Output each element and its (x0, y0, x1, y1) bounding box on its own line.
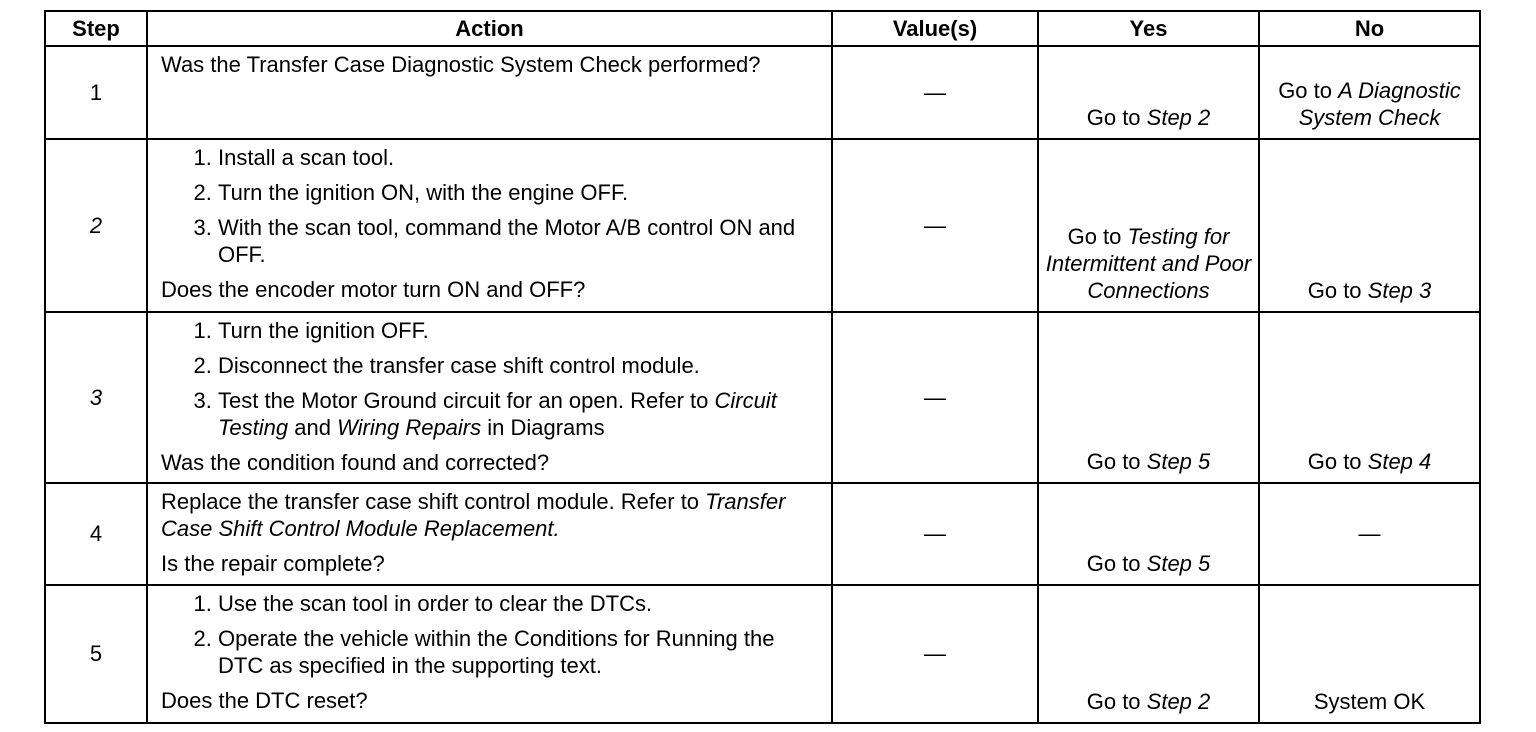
yes-cell (1038, 312, 1259, 483)
no-link: Step 4 (1367, 449, 1432, 474)
action-text: in Diagrams (481, 415, 605, 440)
yes-prefix: Go to (1086, 105, 1147, 130)
yes-prefix: Go to (1086, 449, 1147, 474)
value-cell: — (832, 312, 1038, 483)
action-item: 2. Disconnect the transfer case shift control module. (218, 352, 823, 379)
reference-link: Transfer Case Shift Control Module Replacement. (161, 489, 786, 541)
step-number: 5 (45, 585, 147, 723)
table-row (45, 585, 1480, 723)
table-row (45, 139, 1480, 312)
action-cell (147, 46, 832, 139)
no-cell: System OK (1259, 585, 1480, 723)
header-yes: Yes (1038, 11, 1259, 46)
action-item (218, 387, 823, 441)
diagnostic-table-container (44, 10, 1479, 724)
action-item: 1. Install a scan tool. (218, 144, 823, 171)
no-prefix: Go to (1278, 78, 1339, 103)
action-question: Does the encoder motor turn ON and OFF? (161, 277, 586, 302)
yes-link: Step 2 (1146, 689, 1211, 714)
table-row (45, 483, 1480, 585)
action-item: 2. Turn the ignition ON, with the engine OFF. (218, 179, 823, 206)
value-cell: — (832, 585, 1038, 723)
action-cell (147, 585, 832, 723)
no-cell: — (1259, 483, 1480, 585)
step-number: 4 (45, 483, 147, 585)
action-item: 1. Turn the ignition OFF. (218, 317, 823, 344)
yes-cell (1038, 139, 1259, 312)
no-prefix: Go to (1307, 278, 1368, 303)
action-item: 1. Use the scan tool in order to clear the DTCs. (218, 590, 823, 617)
step-number: 3 (45, 312, 147, 483)
yes-link: Testing for Intermittent and Poor Connections (1045, 224, 1252, 303)
no-cell (1259, 139, 1480, 312)
action-list (161, 144, 823, 268)
yes-cell (1038, 483, 1259, 585)
no-cell (1259, 312, 1480, 483)
action-question: Is the repair complete? (161, 551, 385, 576)
action-question: Was the Transfer Case Diagnostic System Check performed? (161, 52, 761, 77)
table-row (45, 312, 1480, 483)
action-cell (147, 483, 832, 585)
reference-link: Circuit Testing (218, 388, 777, 440)
diagnostic-table (44, 10, 1481, 724)
action-item: 3. With the scan tool, command the Motor A/B control ON and OFF. (218, 214, 823, 268)
yes-cell (1038, 585, 1259, 723)
yes-cell (1038, 46, 1259, 139)
header-step: Step (45, 11, 147, 46)
header-values: Value(s) (832, 11, 1038, 46)
value-cell: — (832, 139, 1038, 312)
action-question: Was the condition found and corrected? (161, 450, 550, 475)
header-action: Action (147, 11, 832, 46)
yes-prefix: Go to (1067, 224, 1128, 249)
reference-link: Wiring Repairs (337, 415, 482, 440)
no-link: Step 3 (1367, 278, 1432, 303)
step-number: 1 (45, 46, 147, 139)
action-cell (147, 139, 832, 312)
no-prefix: Go to (1307, 449, 1368, 474)
yes-prefix: Go to (1086, 689, 1147, 714)
header-no: No (1259, 11, 1480, 46)
action-item: 2. Operate the vehicle within the Conditions for Running the DTC as specified in the supporting text. (218, 625, 823, 679)
no-cell (1259, 46, 1480, 139)
value-cell: — (832, 483, 1038, 585)
action-list (161, 317, 823, 441)
action-text: and (288, 415, 338, 440)
no-link: A Diagnostic System Check (1298, 78, 1461, 130)
yes-link: Step 5 (1146, 551, 1211, 576)
action-cell (147, 312, 832, 483)
step-number: 2 (45, 139, 147, 312)
action-instruction (161, 488, 823, 542)
table-row (45, 46, 1480, 139)
table-header-row (45, 11, 1480, 46)
action-text: Test the Motor Ground circuit for an open. Refer to (218, 388, 715, 413)
action-question: Does the DTC reset? (161, 688, 368, 713)
action-text: Replace the transfer case shift control module. Refer to (161, 489, 706, 514)
yes-link: Step 2 (1146, 105, 1211, 130)
yes-link: Step 5 (1146, 449, 1211, 474)
action-list (161, 590, 823, 679)
yes-prefix: Go to (1086, 551, 1147, 576)
value-cell: — (832, 46, 1038, 139)
